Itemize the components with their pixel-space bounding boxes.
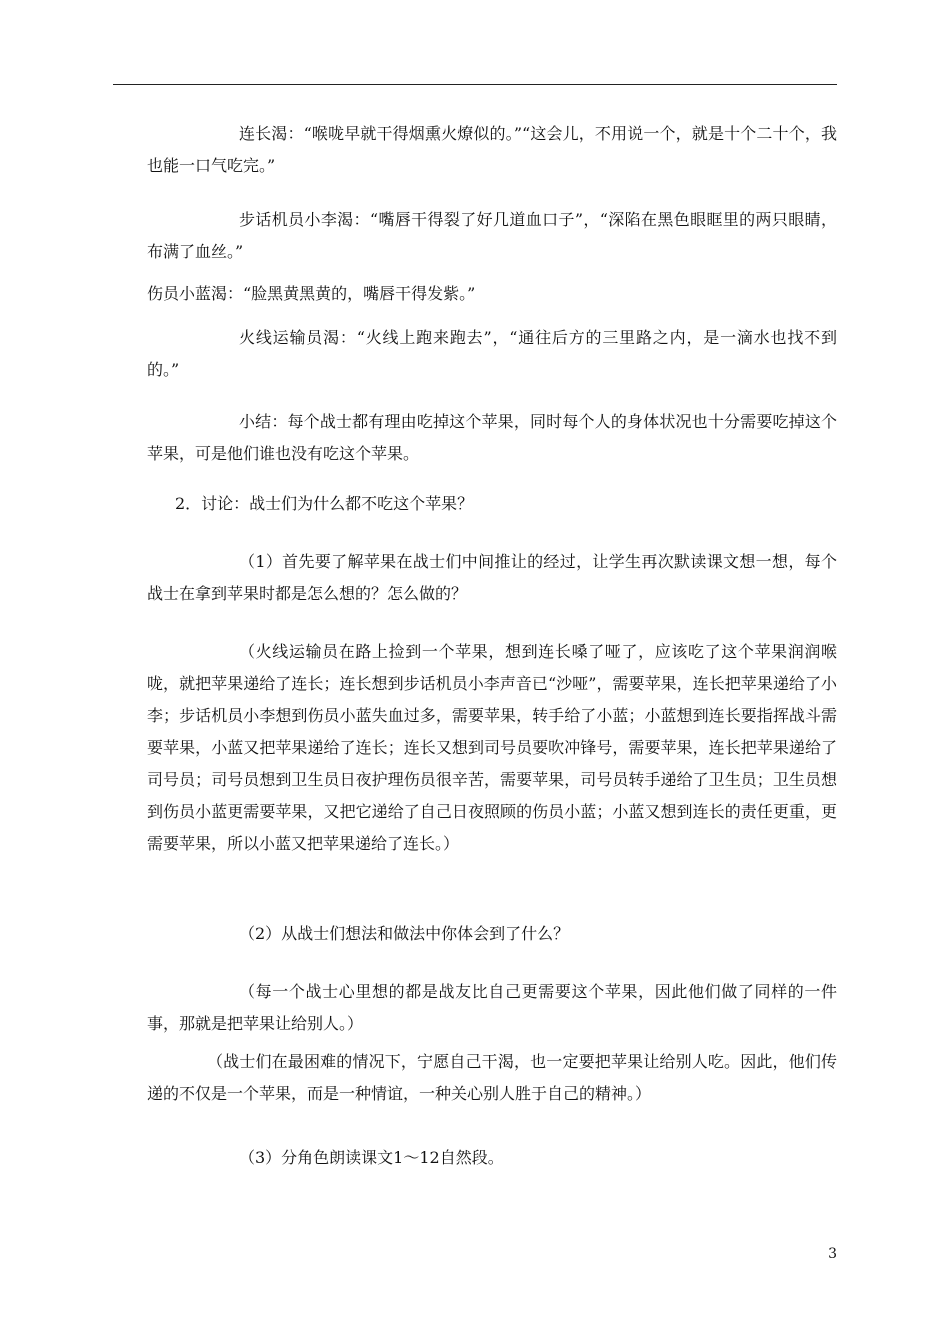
paragraph-company-commander-thirst: 连长渴：“喉咙早就干得烟熏火燎似的。”“这会儿，不用说一个，就是十个二十个，我也能一口气吃完。”: [147, 124, 837, 175]
paragraph-answer-1: （火线运输员在路上捡到一个苹果，想到连长嗓了哑了，应该吃了这个苹果润润喉咙，就把苹果递给了连长；连长想到步话机员小李声音已“沙哑”，需要苹果，连长把苹果递给了小李；步话机员小李想到伤员小蓝失血过多，需要苹果，转手给了小蓝；小蓝想到连长要指挥战斗需要苹果，小蓝又把苹果递给了连长；连长又想到司号员要吹冲锋号，需要苹果，连长把苹果递给了司号员；司号员想到卫生员日夜护理伤员很辛苦，需要苹果，司号员转手递给了卫生员；卫生员想到伤员小蓝更需要苹果，又把它递给了自己日夜照顾的伤员小蓝；小蓝又想到连长的责任更重，更需要苹果，所以小蓝又把苹果递给了连长。）: [147, 642, 837, 853]
paragraph-answer-2-continued: （战士们在最困难的情况下，宁愿自己干渴，也一定要把苹果让给别人吃。因此，他们传递的不仅是一个苹果，而是一种情谊，一种关心别人胜于自己的精神。）: [147, 1052, 837, 1103]
paragraph-wounded-thirst: 伤员小蓝渴：“脸黑黄黑黄的，嘴唇干得发紫。”: [147, 284, 476, 303]
paragraph-question-3: （3）分角色朗读课文1～12自然段。: [239, 1148, 504, 1167]
page-number: 3: [828, 1246, 837, 1262]
paragraph-question-1: （1）首先要了解苹果在战士们中间推让的经过，让学生再次默读课文想一想，每个战士在拿到苹果时都是怎么想的？怎么做的？: [147, 552, 837, 603]
header-rule: [113, 84, 837, 85]
paragraph-answer-2: （每一个战士心里想的都是战友比自己更需要这个苹果，因此他们做了同样的一件事，那就是把苹果让给别人。）: [147, 982, 837, 1033]
paragraph-transporter-thirst: 火线运输员渴：“火线上跑来跑去”，“通往后方的三里路之内，是一滴水也找不到的。”: [147, 328, 837, 379]
paragraph-summary: 小结：每个战士都有理由吃掉这个苹果，同时每个人的身体状况也十分需要吃掉这个苹果，可是他们谁也没有吃这个苹果。: [147, 412, 837, 463]
paragraph-question-2: （2）从战士们想法和做法中你体会到了什么？: [239, 924, 570, 943]
paragraph-radioman-thirst: 步话机员小李渴：“嘴唇干得裂了好几道血口子”，“深陷在黑色眼眶里的两只眼睛，布满了血丝。”: [147, 210, 837, 261]
paragraph-discussion-heading: 2．讨论：战士们为什么都不吃这个苹果？: [175, 494, 474, 513]
